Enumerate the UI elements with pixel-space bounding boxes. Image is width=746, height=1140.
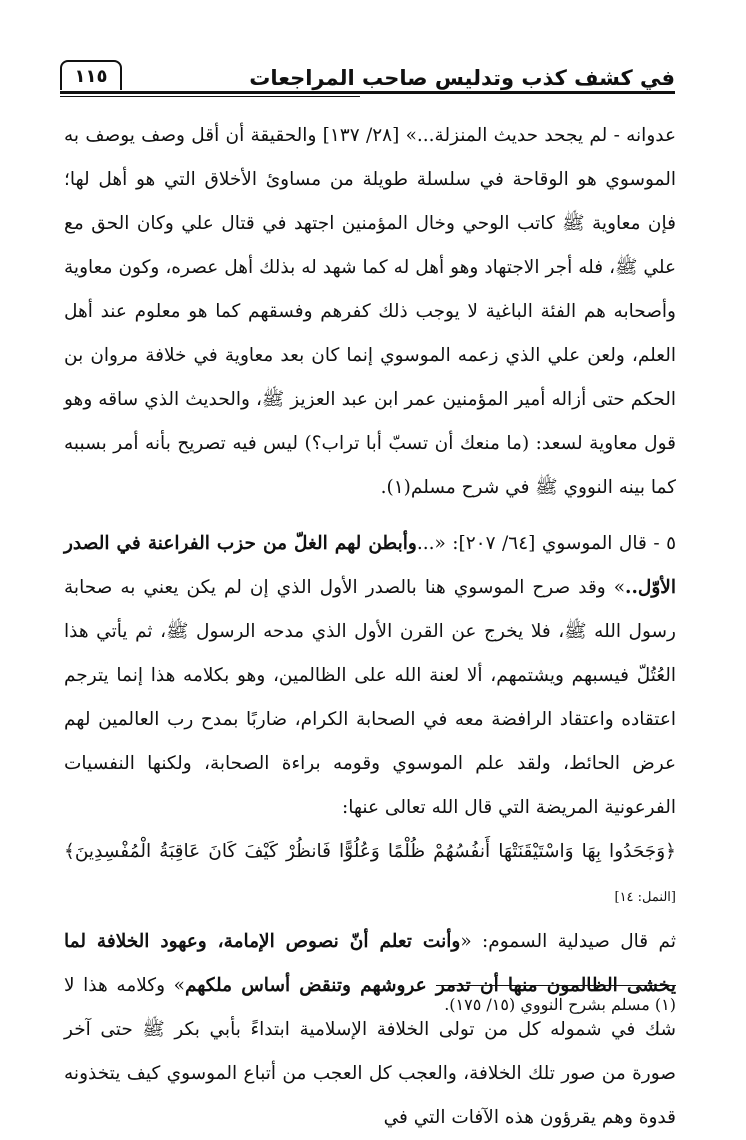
surah-reference: [النمل: ١٤] [614, 890, 676, 905]
para2-bold-quote-2: وأنت تعلم أنّ نصوص الإمامة، وعهود الخلافة لما يخشى الظالمون منها أن تدمر عروشهم وتنقض أساس ملكهم [64, 931, 676, 996]
page-header [60, 56, 675, 100]
body-text [64, 114, 676, 1140]
paragraph-1: عدوانه - لم يجحد حديث المنزلة...» [٢٨/ ١٣٧] والحقيقة أن أقل وصف يوصف به الموسوي هو الوقاحة في سلسلة طويلة من مساوئ الأخلاق التي هو أهل لها؛ فإن معاوية ﷺ كاتب الوحي وخال المؤمنين اجتهد في قتال علي وكان الحق مع علي ﷺ، فله أجر الاجتهاد وهو أهل له كما شهد له بذلك أهل عصره، وكون معاوية وأصحابه هم الفئة الباغية لا يوجب ذلك كفرهم وفسقهم كما هو معلوم عند أهل العلم، ولعن علي الذي زعمه الموسوي إنما كان بعد معاوية في خلافة مروان بن الحكم حتى أزاله أمير المؤمنين عمر ابن عبد العزيز ﷺ، والحديث الذي ساقه وهو قول معاوية لسعد: (ما منعك أن تسبّ أبا تراب؟) ليس فيه تصريح بأنه أمر بسببه كما بينه النووي ﷺ في شرح مسلم(١). [64, 125, 676, 498]
footnote-divider [436, 985, 676, 986]
page-number: ١١٥ [60, 60, 122, 90]
para2-text-4: » وكلامه هذا لا شك في شموله كل من تولى الخلافة الإسلامية ابتداءً بأبي بكر ﷺ حتى آخر صورة من صور تلك الخلافة، والعجب كل العجب من أتباع الموسوي كيف يتخذونه قدوة وهم يقرؤون هذه الآفات التي في [64, 975, 676, 1128]
para2-text-3: ثم قال صيدلية السموم: « [460, 931, 676, 952]
para2-text-1: ٥ - قال الموسوي [٦٤/ ٢٠٧]: «... [416, 533, 676, 554]
para2-bold-quote-1: وأبطن لهم الغلّ من حزب الفراعنة في الصدر الأوّل.. [64, 533, 676, 598]
para2-text-2: » وقد صرح الموسوي هنا بالصدر الأول الذي إن لم يكن يعني به صحابة رسول الله ﷺ، فلا يخرج عن القرن الأول الذي مدحه الرسول ﷺ، ثم يأتي هذا العُتُلّ فيسبهم ويشتمهم، ألا لعنة الله على الظالمين، وهو بكلامه هذا إنما يترجم اعتقاده واعتقاد الرافضة معه في الصحابة الكرام، ضاربًا بمدح رب العالمين لهم عرض الحائط، ولقد علم الموسوي وقومه براءة الصحابة، ولكنها النفسيات الفرعونية المريضة التي قال الله تعالى عنها: [64, 577, 676, 818]
header-rule-thin [60, 96, 360, 97]
quran-verse: ﴿وَجَحَدُوا بِهَا وَاسْتَيْقَنَتْهَا أَنفُسُهُمْ ظُلْمًا وَعُلُوًّا فَانظُرْ كَيْفَ كَانَ عَاقِبَةُ الْمُفْسِدِينَ﴾ [64, 841, 676, 862]
paragraph-2 [64, 522, 676, 1140]
footnote: (١) مسلم بشرح النووي (١٥/ ١٧٥). [444, 995, 676, 1014]
header-rule [60, 91, 675, 94]
running-title: في كشف كذب وتدليس صاحب المراجعات [249, 66, 675, 90]
